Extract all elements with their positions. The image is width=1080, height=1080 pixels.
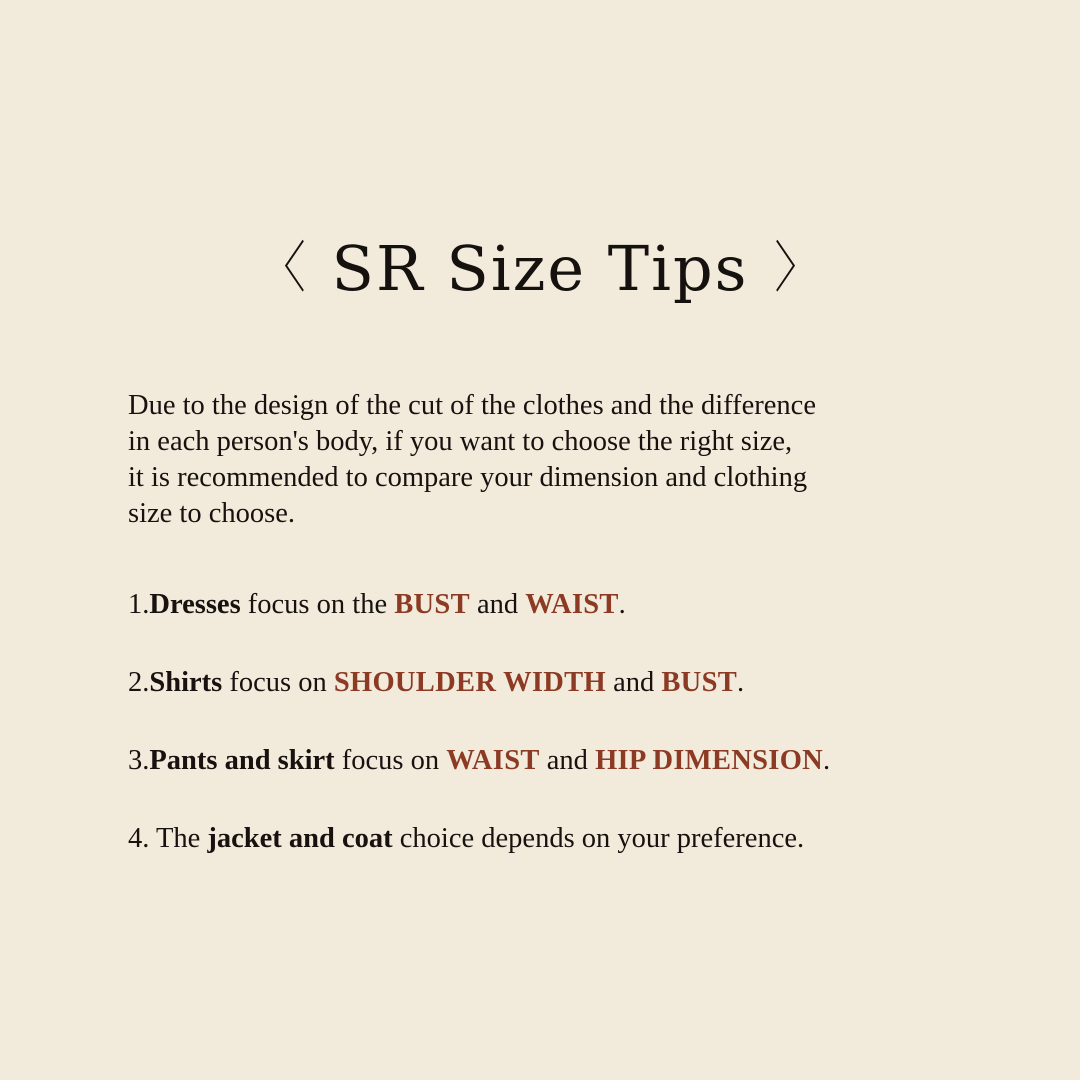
tip-mid-text: focus on — [334, 745, 447, 776]
tip-end-text: . — [618, 588, 626, 620]
ornament-left-icon: 〈 — [261, 236, 306, 301]
tip-keyword-1: SHOULDER WIDTH — [333, 666, 606, 698]
tip-number: 2. — [128, 666, 150, 698]
header — [0, 232, 1080, 305]
content — [128, 388, 968, 856]
list-item — [128, 588, 968, 622]
page-title: SR Size Tips — [331, 232, 749, 305]
tip-mid-text: choice depends on your preference. — [392, 823, 805, 855]
tip-mid-text: focus on — [222, 666, 334, 698]
list-item — [128, 822, 968, 856]
tip-keyword-2: BUST — [661, 666, 738, 698]
tip-keyword-1: BUST — [394, 588, 470, 620]
ornament-right-icon: 〉 — [774, 236, 819, 301]
tip-keyword-2: WAIST — [525, 588, 619, 620]
tip-mid-text: focus on the — [240, 588, 395, 620]
tip-conjunction: and — [605, 666, 662, 698]
tip-number: 1. — [128, 588, 150, 620]
intro-line-1: Due to the design of the cut of the clothes and the difference — [128, 390, 816, 421]
tips-list — [128, 588, 968, 857]
tip-subject: Pants and skirt — [149, 745, 335, 776]
tip-keyword-2: HIP DIMENSION — [595, 745, 824, 776]
list-item — [128, 666, 968, 700]
tip-number: 3. — [128, 745, 150, 776]
intro-line-3: it is recommended to compare your dimension and clothing — [128, 461, 808, 493]
tip-keyword-1: WAIST — [446, 745, 540, 776]
tip-end-text: . — [823, 745, 831, 776]
tip-subject: jacket and coat — [207, 823, 393, 855]
tip-conjunction: and — [469, 588, 526, 620]
tip-number: 4. The — [128, 823, 208, 855]
tip-subject: Shirts — [149, 666, 223, 698]
list-item — [128, 744, 968, 778]
tip-subject: Dresses — [149, 588, 241, 620]
intro-paragraph — [128, 388, 968, 532]
tip-end-text: . — [737, 666, 745, 698]
intro-line-2: in each person's body, if you want to choose the right size, — [128, 425, 793, 457]
tip-conjunction: and — [539, 745, 596, 776]
intro-line-4: size to choose. — [128, 497, 295, 529]
